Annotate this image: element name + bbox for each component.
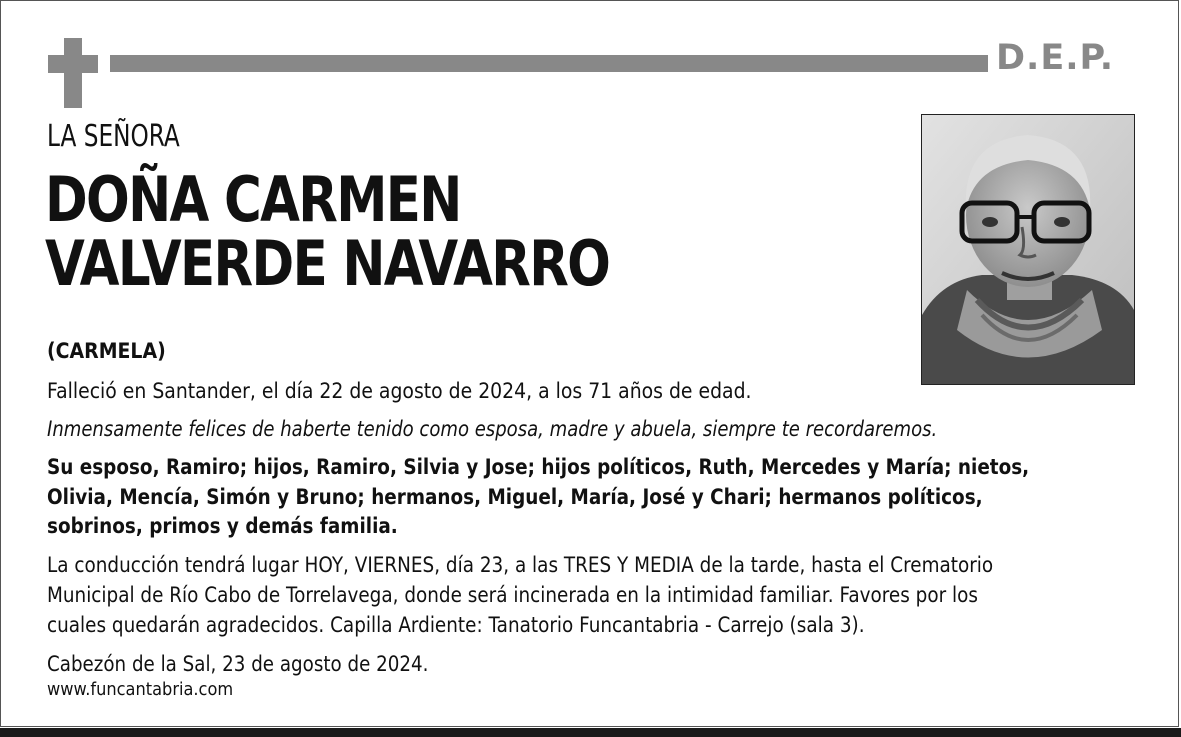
cross-horizontal-bar <box>48 55 98 73</box>
bottom-border-bar <box>0 728 1181 737</box>
nickname: (CARMELA) <box>47 339 166 363</box>
header-rule <box>110 55 988 72</box>
death-info: Falleció en Santander, el día 22 de agosto de 2024, a los 71 años de edad. <box>47 379 752 403</box>
dedication: Inmensamente felices de haberte tenido como esposa, madre y abuela, siempre te recordaremos. <box>47 417 938 441</box>
deceased-name <box>45 163 610 300</box>
family-list <box>47 453 1081 542</box>
website-link[interactable]: www.funcantabria.com <box>47 679 234 700</box>
funeral-line: cuales quedarán agradecidos. Capilla Ardiente: Tanatorio Funcantabria - Carrejo (sala 3). <box>47 613 865 637</box>
funeral-line: La conducción tendrá lugar HOY, VIERNES, día 23, a las TRES Y MEDIA de la tarde, hasta el Crematorio <box>47 553 994 577</box>
cross-vertical-bar <box>64 38 82 108</box>
place-date: Cabezón de la Sal, 23 de agosto de 2024. <box>47 652 429 676</box>
family-line: sobrinos, primos y demás familia. <box>47 514 398 538</box>
family-line: Olivia, Mencía, Simón y Bruno; hermanos, Miguel, María, José y Chari; hermanos políticos, <box>47 484 983 509</box>
funeral-details <box>47 550 993 640</box>
family-line: Su esposo, Ramiro; hijos, Ramiro, Silvia y Jose; hijos políticos, Ruth, Mercedes y María; nietos, <box>47 455 1030 479</box>
portrait-photo <box>921 114 1135 385</box>
dep-label: D.E.P. <box>996 38 1115 78</box>
title-prefix: LA SEÑORA <box>47 119 180 154</box>
funeral-line: Municipal de Río Cabo de Torrelavega, donde será incinerada en la intimidad familiar. Favores por los <box>47 583 978 607</box>
deceased-name-line2: VALVERDE NAVARRO <box>45 227 610 300</box>
deceased-name-line1: DOÑA CARMEN <box>45 163 461 236</box>
